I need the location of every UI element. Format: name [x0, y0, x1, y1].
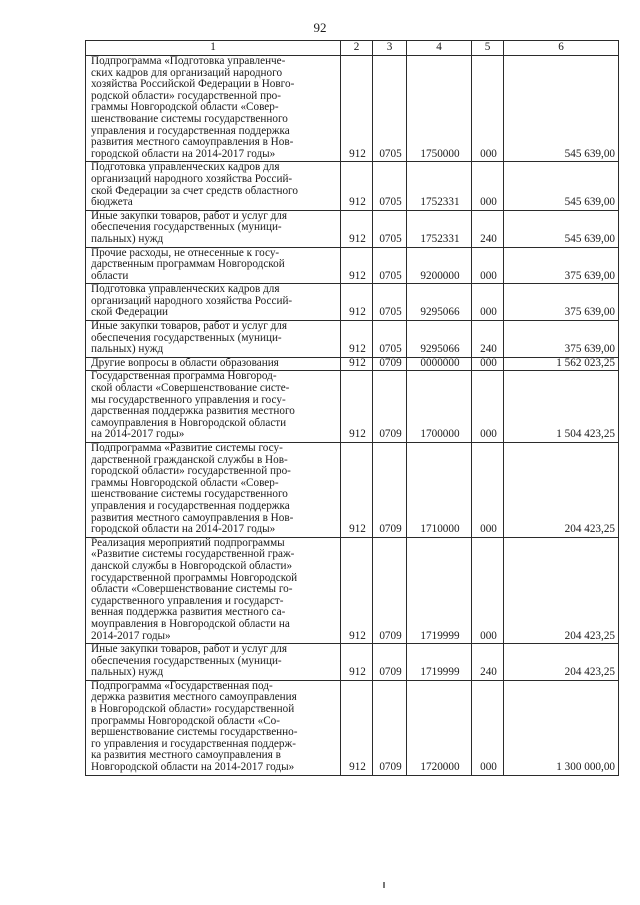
table-row [86, 210, 619, 247]
row-col-4: 1752331 [407, 210, 472, 247]
row-col-5: 000 [472, 357, 504, 371]
row-col-4: 1700000 [407, 371, 472, 443]
row-col-2: 912 [341, 321, 373, 358]
budget-table [85, 40, 619, 776]
row-col-5: 000 [472, 537, 504, 643]
row-col-2: 912 [341, 644, 373, 681]
row-col-3: 0709 [373, 443, 407, 538]
row-sum: 204 423,25 [504, 644, 619, 681]
row-name: Подготовка управленческих кадров для организаций народного хозяйства Россий- ской Федерации за счет средств областного бюджета [86, 162, 341, 210]
column-header-5: 5 [472, 41, 504, 56]
row-name: Подготовка управленческих кадров для организаций народного хозяйства Россий- ской Федерации [86, 284, 341, 321]
row-sum: 375 639,00 [504, 284, 619, 321]
scan-mark [383, 882, 385, 888]
row-col-3: 0705 [373, 247, 407, 284]
row-name: Другие вопросы в области образования [86, 357, 341, 371]
column-header-3: 3 [373, 41, 407, 56]
row-col-3: 0705 [373, 284, 407, 321]
row-name: Иные закупки товаров, работ и услуг для обеспечения государственных (муници- пальных) нужд [86, 210, 341, 247]
row-col-4: 9200000 [407, 247, 472, 284]
row-col-5: 000 [472, 443, 504, 538]
row-sum: 545 639,00 [504, 56, 619, 162]
table-header-row [86, 41, 619, 56]
row-col-5: 000 [472, 56, 504, 162]
row-name: Подпрограмма «Развитие системы госу- дарственной гражданской службы в Нов- городской области» государственной про- граммы Новгородской области «Совер- шенствование системы государственного управления и государственная поддержка развития местного самоуправления в Нов- городской области на 2014-2017 годы» [86, 443, 341, 538]
row-sum: 1 504 423,25 [504, 371, 619, 443]
table-row [86, 371, 619, 443]
row-col-4: 1719999 [407, 537, 472, 643]
column-header-1: 1 [86, 41, 341, 56]
row-col-2: 912 [341, 247, 373, 284]
row-name: Подпрограмма «Подготовка управленче- ских кадров для организаций народного хозяйства Российской Федерации в Новго- родской области» государственной про- граммы Новгородской области «Совер- шенствование системы государственного управления и государственная поддержка развития местного самоуправления в Нов- городской области на 2014-2017 годы» [86, 56, 341, 162]
column-header-4: 4 [407, 41, 472, 56]
row-col-2: 912 [341, 537, 373, 643]
column-header-2: 2 [341, 41, 373, 56]
row-col-2: 912 [341, 680, 373, 775]
row-col-5: 240 [472, 321, 504, 358]
row-col-5: 000 [472, 162, 504, 210]
table-row [86, 162, 619, 210]
row-col-5: 000 [472, 284, 504, 321]
table-row [86, 680, 619, 775]
table-row [86, 284, 619, 321]
row-col-4: 0000000 [407, 357, 472, 371]
row-col-5: 000 [472, 247, 504, 284]
row-col-3: 0709 [373, 357, 407, 371]
row-col-3: 0705 [373, 210, 407, 247]
table-row [86, 247, 619, 284]
row-col-5: 000 [472, 371, 504, 443]
row-col-5: 240 [472, 644, 504, 681]
row-col-3: 0709 [373, 644, 407, 681]
table-row [86, 321, 619, 358]
row-col-3: 0705 [373, 56, 407, 162]
row-sum: 545 639,00 [504, 162, 619, 210]
row-sum: 375 639,00 [504, 247, 619, 284]
row-col-2: 912 [341, 162, 373, 210]
row-name: Государственная программа Новгород- ской области «Совершенствование систе- мы государственного управления и госу- дарственная поддержка развития местного самоуправления в Новгородской области на 2014-2017 годы» [86, 371, 341, 443]
table-row [86, 357, 619, 371]
row-name: Иные закупки товаров, работ и услуг для обеспечения государственных (муници- пальных) нужд [86, 321, 341, 358]
row-sum: 204 423,25 [504, 443, 619, 538]
row-name: Реализация мероприятий подпрограммы «Развитие системы государственной граж- данской службы в Новгородской области» государственной программы Новгородской области «Совершенствование системы го- сударственного управления и государст- венная поддержка развития местного са- моуправления в Новгородской области на 2014-2017 годы» [86, 537, 341, 643]
column-header-6: 6 [504, 41, 619, 56]
row-col-3: 0709 [373, 537, 407, 643]
row-col-4: 1719999 [407, 644, 472, 681]
row-col-2: 912 [341, 357, 373, 371]
row-name: Подпрограмма «Государственная под- держка развития местного самоуправления в Новгородской области» государственной программы Новгородской области «Со- вершенствование системы государственно- го управления и государственная поддерж- ка развития местного самоуправления в Новгородской области на 2014-2017 годы» [86, 680, 341, 775]
row-col-5: 240 [472, 210, 504, 247]
row-col-2: 912 [341, 210, 373, 247]
row-col-4: 1710000 [407, 443, 472, 538]
row-col-2: 912 [341, 56, 373, 162]
row-col-2: 912 [341, 371, 373, 443]
table-row [86, 644, 619, 681]
row-name: Иные закупки товаров, работ и услуг для обеспечения государственных (муници- пальных) нужд [86, 644, 341, 681]
row-col-2: 912 [341, 284, 373, 321]
row-col-4: 1720000 [407, 680, 472, 775]
row-col-5: 000 [472, 680, 504, 775]
row-col-3: 0705 [373, 321, 407, 358]
row-col-3: 0709 [373, 680, 407, 775]
row-sum: 375 639,00 [504, 321, 619, 358]
row-col-3: 0705 [373, 162, 407, 210]
row-sum: 545 639,00 [504, 210, 619, 247]
row-col-3: 0709 [373, 371, 407, 443]
table-row [86, 537, 619, 643]
row-col-4: 1752331 [407, 162, 472, 210]
table-row [86, 443, 619, 538]
row-col-4: 1750000 [407, 56, 472, 162]
row-sum: 1 562 023,25 [504, 357, 619, 371]
row-col-4: 9295066 [407, 321, 472, 358]
table-row [86, 56, 619, 162]
row-col-2: 912 [341, 443, 373, 538]
page-number: 92 [313, 20, 327, 35]
row-sum: 1 300 000,00 [504, 680, 619, 775]
row-col-4: 9295066 [407, 284, 472, 321]
row-name: Прочие расходы, не отнесенные к госу- дарственным программам Новгородской области [86, 247, 341, 284]
row-sum: 204 423,25 [504, 537, 619, 643]
